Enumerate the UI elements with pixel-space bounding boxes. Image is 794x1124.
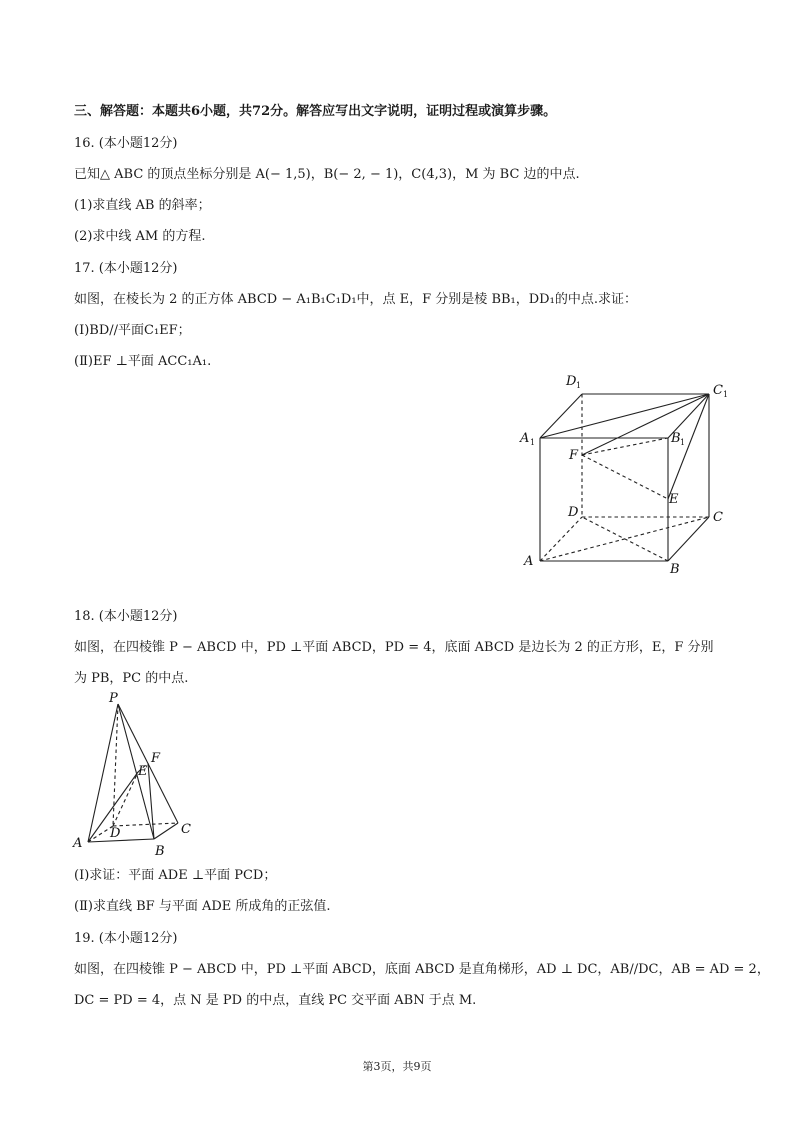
label-c: C (181, 822, 191, 837)
label-a1: A (520, 431, 530, 446)
section-heading: 三、解答题：本题共6小题，共72分。解答应写出文字说明，证明过程或演算步骤。 (74, 104, 557, 119)
q17-stem: 如图，在棱长为 2 的正方体 ABCD − A₁B₁C₁D₁中，点 E，F 分别是棱 BB₁，DD₁的中点.求证： (74, 292, 637, 307)
edge-a1-d1 (540, 394, 582, 438)
q18-stem-line2: 为 PB，PC 的中点. (74, 671, 189, 686)
label-b: B (670, 562, 680, 577)
q16-stem: 已知△ ABC 的顶点坐标分别是 A(− 1,5)，B(− 2, − 1)，C(4,3)，M 为 BC 边的中点. (74, 167, 580, 182)
q19-header: 19. (本小题12分) (74, 931, 178, 946)
diagonal-b-d (582, 517, 668, 561)
segment-c1-e (668, 394, 709, 499)
q17-header: 17. (本小题12分) (74, 261, 178, 276)
q16-header: 16. (本小题12分) (74, 136, 178, 151)
label-f: F (151, 751, 161, 766)
label-d1: D (566, 374, 577, 389)
segment-d-e (113, 772, 138, 826)
label-c: C (713, 510, 723, 525)
q17-part2: (Ⅱ)EF ⊥平面 ACC₁A₁. (74, 354, 212, 369)
q18-stem-line1: 如图，在四棱锥 P − ABCD 中，PD ⊥平面 ABCD，PD = 4，底面 ABCD 是边长为 2 的正方形，E，F 分别 (74, 640, 714, 655)
edge-a-d (540, 517, 582, 561)
q18-part2: (Ⅱ)求直线 BF 与平面 ADE 所成角的正弦值. (74, 899, 331, 914)
edge-a-b (88, 839, 154, 842)
label-a: A (73, 836, 83, 851)
segment-a1-c1 (540, 394, 709, 438)
cube-figure (510, 365, 740, 580)
q19-stem-line1: 如图，在四棱锥 P − ABCD 中，PD ⊥平面 ABCD，底面 ABCD 是直角梯形，AD ⊥ DC，AB//DC，AB = AD = 2， (74, 962, 770, 977)
label-b1: B (671, 431, 681, 446)
pyramid-figure (66, 690, 206, 860)
label-e: E (669, 492, 679, 507)
label-d: D (568, 505, 579, 520)
q16-part2: (2)求中线 AM 的方程. (74, 229, 206, 244)
label-c1-sub: 1 (723, 390, 729, 399)
q18-header: 18. (本小题12分) (74, 609, 178, 624)
label-a: A (524, 554, 534, 569)
label-d1-sub: 1 (576, 381, 582, 390)
label-b: B (155, 844, 165, 859)
label-e: E (138, 764, 148, 779)
q18-part1: (Ⅰ)求证：平面 ADE ⊥平面 PCD； (74, 868, 277, 883)
page-footer: 第3页，共9页 (362, 1060, 432, 1073)
segment-f-e (582, 455, 668, 499)
segment-f-b1 (582, 438, 668, 455)
q17-part1: (Ⅰ)BD//平面C₁EF； (74, 323, 191, 338)
label-a1-sub: 1 (530, 438, 536, 447)
edge-b-c (668, 517, 709, 561)
label-c1: C (713, 383, 723, 398)
q16-part1: (1)求直线 AB 的斜率； (74, 198, 211, 213)
label-b1-sub: 1 (680, 438, 686, 447)
edge-d-c (113, 823, 178, 826)
label-d: D (110, 826, 121, 841)
edge-b-c (154, 823, 178, 839)
label-f: F (569, 448, 579, 463)
q19-stem-line2: DC = PD = 4，点 N 是 PD 的中点，直线 PC 交平面 ABN 于点 M. (74, 993, 477, 1008)
label-p: P (109, 691, 118, 706)
segment-c1-f (582, 394, 709, 455)
